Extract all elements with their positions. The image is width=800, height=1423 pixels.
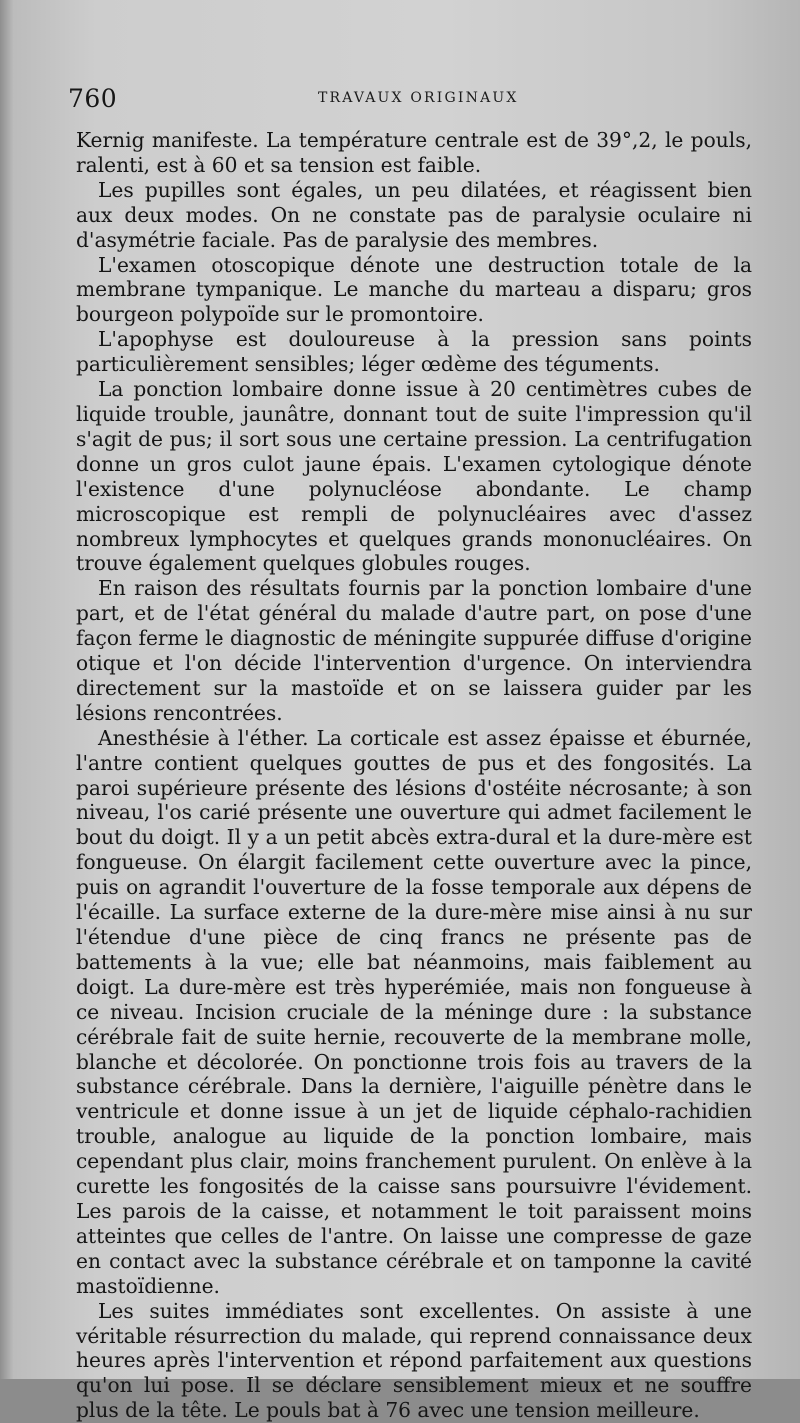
page-number: 760 [68,84,118,113]
paragraph: En raison des résultats fournis par la ponction lombaire d'une part, et de l'état général du malade d'autre part, on pose d'une façon ferme le diagnostic de méningite suppurée diffuse d'origine otique et l'on décide l'intervention d'urgence. On interviendra directement sur la mastoïde et on se laissera guider par les lésions rencontrées. [76,576,752,725]
running-head: TRAVAUX ORIGINAUX [318,90,519,106]
paragraph: La ponction lombaire donne issue à 20 centimètres cubes de liquide trouble, jaunâtre, donnant tout de suite l'impression qu'il s'agit de pus; il sort sous une certaine pression. La centrifugation donne un gros culot jaune épais. L'examen cytologique dénote l'existence d'une polynucléose abondante. Le champ microscopique est rempli de polynucléaires avec d'assez nombreux lymphocytes et quelques grands mononucléaires. On trouve également quelques globules rouges. [76,377,752,576]
body-text [76,128,752,1423]
paragraph: L'examen otoscopique dénote une destruction totale de la membrane tympanique. Le manche du marteau a disparu; gros bourgeon polypoïde sur le promontoire. [76,252,752,327]
paragraph: Kernig manifeste. La température centrale est de 39°,2, le pouls, ralenti, est à 60 et sa tension est faible. [76,128,752,177]
paragraph: Anesthésie à l'éther. La corticale est assez épaisse et éburnée, l'antre contient quelques gouttes de pus et des fongosités. La paroi supérieure présente des lésions d'ostéite nécrosante; à son niveau, l'os carié présente une ouverture qui admet facilement le bout du doigt. Il y a un petit abcès extra-dural et la dure-mère est fongueuse. On élargit facilement cette ouverture avec la pince, puis on agrandit l'ouverture de la fosse temporale aux dépens de l'écaille. La surface externe de la dure-mère mise ainsi à nu sur l'étendue d'une pièce de cinq francs ne présente pas de battements à la vue; elle bat néanmoins, mais faiblement au doigt. La dure-mère est très hyperémiée, mais non fongueuse à ce niveau. Incision cruciale de la méninge dure : la substance cérébrale fait de suite hernie, recouverte de la membrane molle, blanche et décolorée. On ponctionne trois fois au travers de la substance cérébrale. Dans la dernière, l'aiguille pénètre dans le ventricule et donne issue à un jet de liquide céphalo-rachidien trouble, analogue au liquide de la ponction lombaire, mais cependant plus clair, moins franchement purulent. On enlève à la curette les fongosités de la caisse sans poursuivre l'évidement. Les parois de la caisse, et notamment le toit paraissent moins atteintes que celles de l'antre. On laisse une compresse de gaze en contact avec la substance cérébrale et on tamponne la cavité mastoïdienne. [76,725,752,1298]
page-header [68,84,760,116]
paragraph: Les suites immédiates sont excellentes. On assiste à une véritable résurrection du malade, qui reprend connaissance deux heures après l'intervention et répond parfaitement aux questions qu'on lui pose. Il se déclare sensiblement mieux et ne souffre plus de la tête. Le pouls bat à 76 avec une tension meilleure. [76,1298,752,1423]
paragraph: L'apophyse est douloureuse à la pression sans points particulièrement sensibles; léger œdème des téguments. [76,327,752,377]
page-gutter-shadow [0,0,14,1379]
paragraph: Les pupilles sont égales, un peu dilatées, et réagissent bien aux deux modes. On ne constate pas de paralysie oculaire ni d'asymétrie faciale. Pas de paralysie des membres. [76,177,752,252]
